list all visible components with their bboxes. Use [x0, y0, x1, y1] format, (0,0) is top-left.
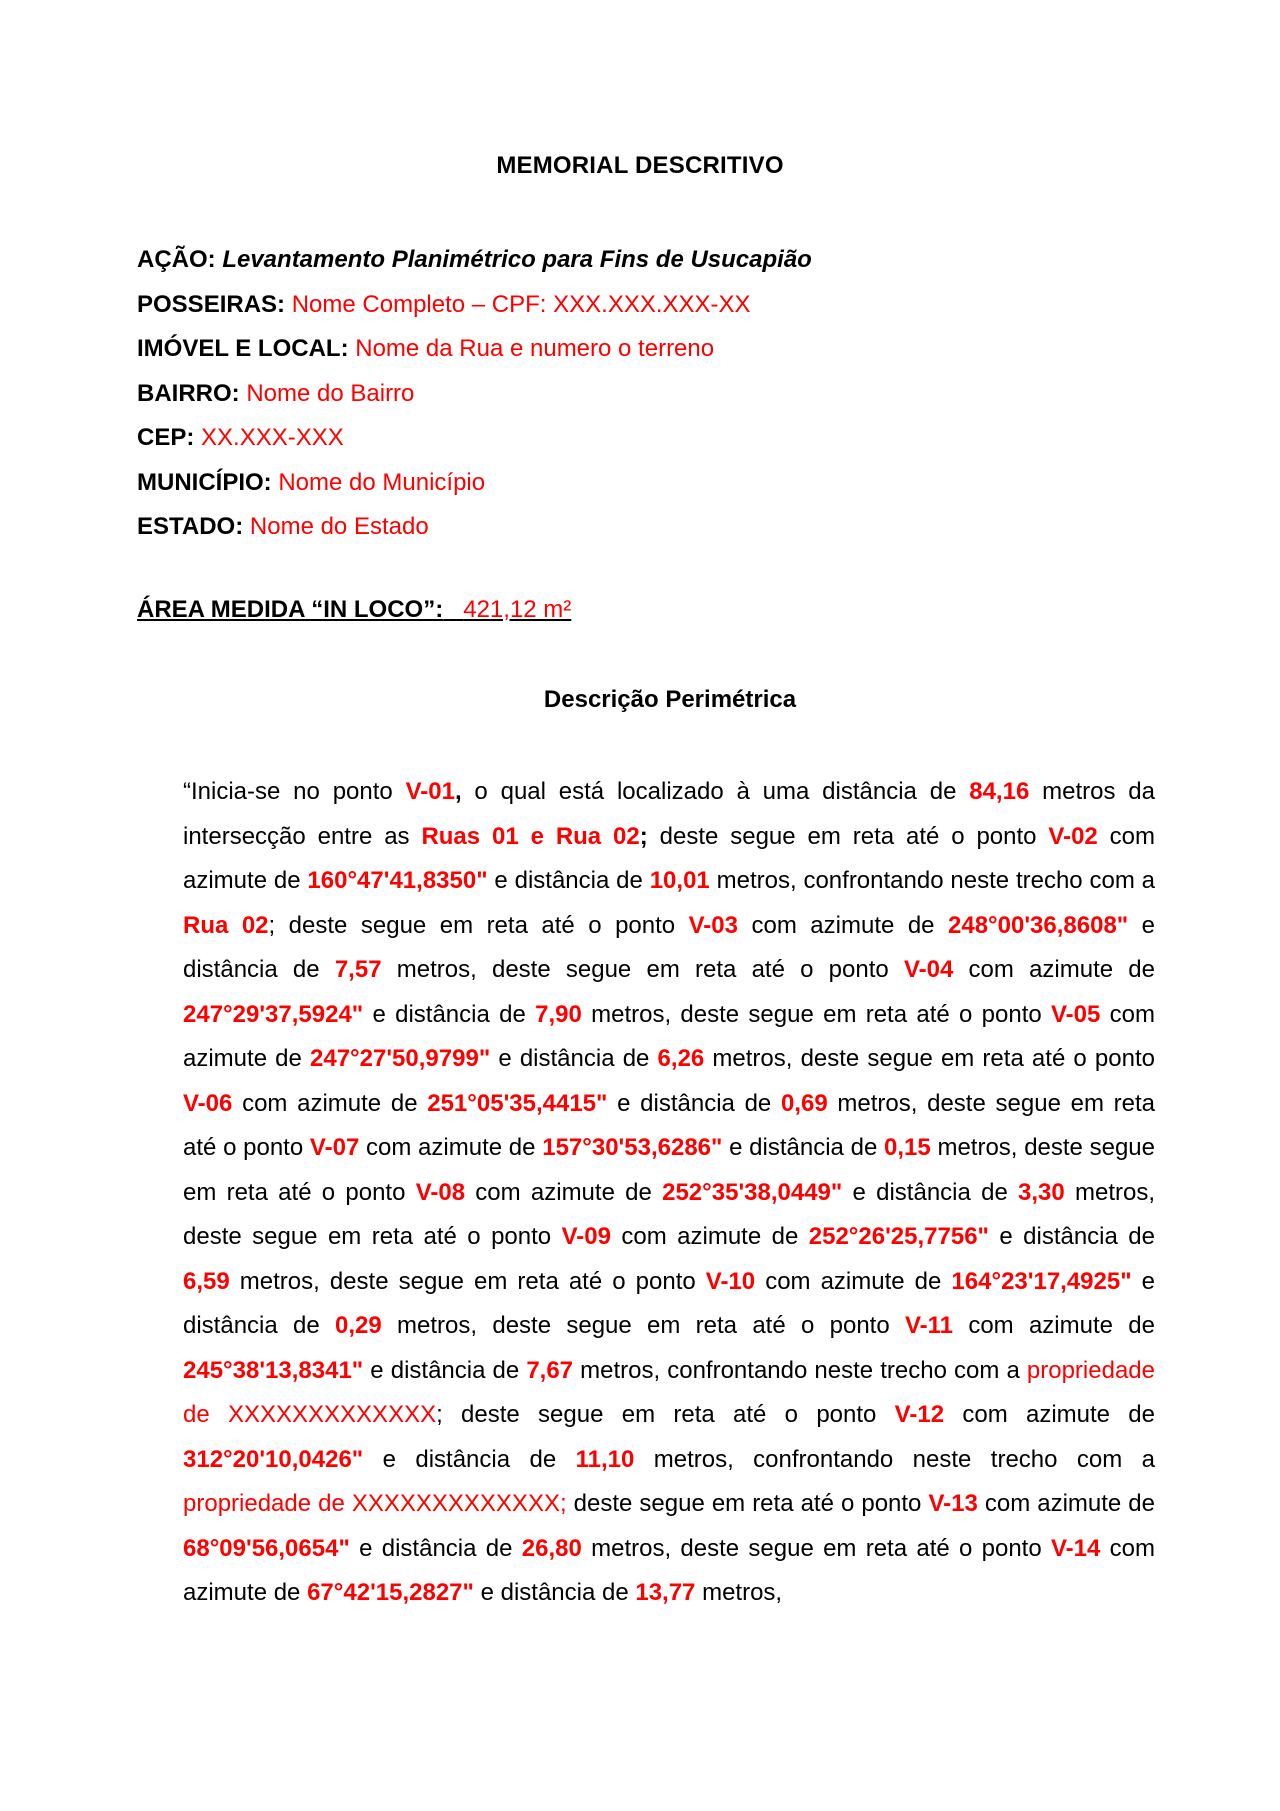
description-segment: ; — [639, 822, 648, 850]
field-value: Nome do Estado — [249, 513, 429, 540]
field-label: IMÓVEL E LOCAL: — [137, 335, 349, 362]
description-segment: V-06 — [183, 1089, 233, 1117]
description-segment: metros, confrontando neste trecho com a — [634, 1445, 1156, 1473]
field-imovel — [137, 327, 812, 372]
description-segment: e distância de — [183, 1267, 1156, 1339]
description-segment: 251°05'35,4415" — [427, 1089, 608, 1117]
description-segment: 252°26'25,7756" — [808, 1223, 989, 1250]
section-title: Descrição Perimétrica — [543, 686, 797, 713]
description-segment: V-04 — [903, 956, 954, 983]
description-segment: 0,29 — [335, 1312, 382, 1339]
field-value: Nome do Bairro — [246, 379, 415, 407]
description-segment: o qual está localizado à uma distância de — [461, 778, 970, 805]
description-segment: com azimute de — [183, 822, 1155, 894]
description-segment: 26,80 — [521, 1534, 582, 1562]
description-segment: V-07 — [309, 1134, 360, 1161]
field-value: Levantamento Planimétrico para Fins de Usucapião — [222, 246, 812, 273]
description-segment: 247°27'50,9799" — [310, 1045, 491, 1072]
description-segment: V-03 — [688, 911, 738, 939]
description-segment: V-01 — [405, 778, 455, 805]
field-cep — [137, 416, 812, 461]
description-segment: 3,30 — [1018, 1178, 1065, 1206]
description-segment: metros, deste segue em reta até o ponto — [704, 1045, 1155, 1072]
description-segment: com azimute de — [953, 1312, 1155, 1339]
description-segment: Ruas 01 e Rua 02 — [421, 822, 640, 850]
field-acao — [137, 238, 812, 283]
description-segment: metros, — [695, 1579, 783, 1606]
header-fields — [137, 238, 812, 550]
description-segment: e distância de — [487, 867, 650, 894]
area-measured — [137, 596, 571, 624]
description-segment: deste segue em reta até o ponto — [566, 1490, 929, 1517]
description-segment: e distância de — [363, 1445, 576, 1473]
description-segment: propriedade de XXXXXXXXXXXXX; — [183, 1490, 567, 1517]
description-segment: e distância de — [842, 1178, 1019, 1206]
description-segment: e distância de — [349, 1534, 522, 1562]
description-segment: com azimute de — [944, 1401, 1155, 1428]
description-segment: metros, confrontando neste trecho com a — [709, 867, 1156, 894]
description-segment: 6,26 — [657, 1045, 705, 1072]
description-segment: com azimute de — [610, 1223, 809, 1250]
description-segment: propriedade de XXXXXXXXXXXXX — [183, 1356, 1155, 1428]
description-segment: metros, deste segue em reta até o ponto — [229, 1267, 706, 1295]
description-segment: e distância de — [722, 1134, 885, 1161]
field-value: Nome Completo – CPF: XXX.XXX.XXX-XX — [291, 290, 751, 318]
description-segment: e distância de — [363, 1356, 527, 1384]
description-segment: 7,57 — [334, 956, 382, 983]
description-segment: metros, deste segue em reta até o ponto — [381, 956, 904, 983]
description-segment: V-09 — [561, 1223, 611, 1250]
description-segment: V-12 — [894, 1401, 945, 1428]
field-value: Nome do Município — [278, 468, 486, 496]
area-value: 421,12 m² — [463, 596, 572, 623]
description-segment: V-02 — [1048, 822, 1098, 850]
description-segment: e distância de — [607, 1089, 781, 1117]
field-label: AÇÃO: — [137, 246, 216, 273]
field-estado — [137, 505, 812, 550]
description-segment: metros, deste segue em reta até o ponto — [581, 1000, 1051, 1028]
description-segment: 68°09'56,0654" — [183, 1534, 350, 1562]
field-label: MUNICÍPIO: — [137, 468, 272, 496]
description-segment: ; deste segue em reta até o ponto — [268, 911, 689, 939]
field-bairro — [137, 372, 812, 417]
description-segment: V-13 — [928, 1490, 978, 1517]
description-segment: V-05 — [1051, 1000, 1101, 1028]
description-segment: 157°30'53,6286" — [542, 1134, 723, 1161]
field-label: BAIRRO: — [137, 379, 240, 407]
description-segment: 84,16 — [969, 778, 1030, 805]
field-municipio — [137, 461, 812, 506]
description-segment: metros, deste segue em reta até o ponto — [183, 1178, 1156, 1250]
description-segment: 252°35'38,0449" — [662, 1178, 843, 1206]
description-segment: 312°20'10,0426" — [183, 1445, 364, 1473]
field-label: POSSEIRAS: — [137, 290, 286, 318]
description-segment: V-11 — [904, 1312, 954, 1339]
description-segment: e distância de — [363, 1000, 536, 1028]
description-segment: e distância de — [490, 1045, 658, 1072]
description-segment: “Inicia-se no ponto — [183, 778, 406, 805]
description-segment: com azimute de — [232, 1089, 428, 1117]
description-segment: e distância de — [988, 1223, 1155, 1250]
description-segment: com azimute de — [738, 911, 948, 939]
description-segment: 248°00'36,8608" — [948, 911, 1129, 939]
description-segment: 0,15 — [884, 1134, 931, 1161]
description-segment: Rua 02 — [183, 911, 269, 939]
description-segment: 7,90 — [535, 1000, 582, 1028]
description-segment: 10,01 — [649, 867, 710, 894]
description-segment: metros da intersecção entre as — [183, 778, 1155, 850]
description-segment: 245°38'13,8341" — [183, 1356, 364, 1384]
description-segment: com azimute de — [465, 1178, 663, 1206]
description-segment: com azimute de — [359, 1134, 543, 1161]
field-label: ESTADO: — [137, 513, 244, 540]
description-segment: metros, deste segue em reta até o ponto — [381, 1312, 905, 1339]
description-segment: metros, deste segue em reta até o ponto — [183, 1089, 1155, 1161]
description-segment: metros, deste segue em reta até o ponto — [581, 1534, 1051, 1562]
description-segment: 11,10 — [575, 1445, 635, 1473]
document-title: MEMORIAL DESCRITIVO — [496, 152, 784, 179]
perimeter-description — [183, 770, 1155, 1616]
description-segment: 247°29'37,5924" — [183, 1000, 364, 1028]
description-segment: 164°23'17,4925" — [951, 1267, 1132, 1295]
description-segment: metros, confrontando neste trecho com a — [573, 1356, 1027, 1384]
field-value: XX.XXX-XXX — [201, 424, 344, 451]
description-segment: 67°42'15,2827" — [307, 1579, 474, 1606]
field-posseiras — [137, 283, 812, 328]
description-segment: e distância de — [183, 911, 1156, 983]
field-value: Nome da Rua e numero o terreno — [355, 335, 715, 362]
description-segment: V-08 — [415, 1178, 466, 1206]
description-segment: e distância de — [473, 1579, 636, 1606]
description-segment: , — [454, 778, 462, 805]
description-segment: 7,67 — [526, 1356, 574, 1384]
description-segment: deste segue em reta até o ponto — [647, 822, 1049, 850]
description-segment: 0,69 — [780, 1089, 828, 1117]
description-segment: V-14 — [1051, 1534, 1101, 1562]
description-segment: metros, deste segue em reta até o ponto — [183, 1134, 1156, 1206]
description-segment: 6,59 — [183, 1267, 230, 1295]
description-segment: com azimute de — [953, 956, 1156, 983]
field-label: CEP: — [137, 424, 195, 451]
description-segment: ; deste segue em reta até o ponto — [436, 1401, 895, 1428]
description-segment: V-10 — [705, 1267, 756, 1295]
description-segment: 160°47'41,8350" — [307, 867, 488, 894]
area-label: ÁREA MEDIDA “IN LOCO”: — [137, 596, 444, 623]
description-segment: com azimute de — [977, 1490, 1155, 1517]
description-segment: com azimute de — [183, 1000, 1156, 1072]
description-segment: 13,77 — [635, 1579, 696, 1606]
description-segment: com azimute de — [755, 1267, 952, 1295]
description-segment: com azimute de — [183, 1534, 1156, 1606]
